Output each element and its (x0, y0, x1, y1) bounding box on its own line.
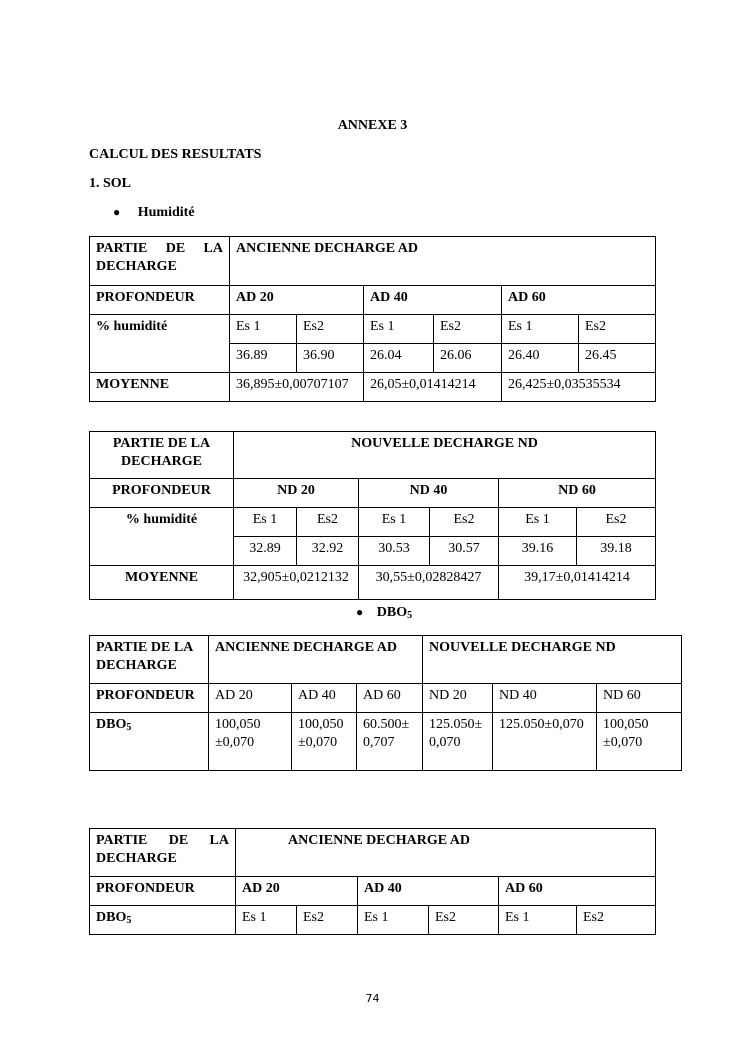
bullet-label: Humidité (137, 205, 195, 220)
mean-value: 26,05±0,01414214 (364, 373, 502, 402)
humidity-value: 36.89 (230, 344, 297, 373)
sample-label: Es2 (430, 508, 499, 537)
sample-label: Es2 (297, 508, 359, 537)
humidity-value: 39.16 (499, 537, 577, 566)
sample-label: Es 1 (364, 315, 434, 344)
partie-label-cell (90, 829, 236, 877)
depth-header: AD 60 (499, 877, 656, 906)
humidity-value: 26.06 (434, 344, 502, 373)
depth-header: AD 60 (502, 286, 656, 315)
humidity-table-ancienne (89, 236, 656, 402)
bullet-humidite (113, 205, 195, 221)
depth-header: AD 20 (236, 877, 358, 906)
sample-label: Es 1 (499, 906, 577, 935)
sample-label: Es 1 (499, 508, 577, 537)
depth-header: AD 20 (230, 286, 364, 315)
dbo5-summary-table (89, 635, 682, 771)
humidity-value: 32.89 (234, 537, 297, 566)
moyenne-label: MOYENNE (90, 566, 234, 600)
partie-label-cell (90, 237, 230, 286)
depth-header: ND 40 (359, 479, 499, 508)
depth-header: ND 60 (597, 684, 682, 713)
humidity-value: 32.92 (297, 537, 359, 566)
humidity-value: 30.53 (359, 537, 430, 566)
depth-header: ND 60 (499, 479, 656, 508)
sample-label: Es 1 (359, 508, 430, 537)
nouvelle-decharge-header: NOUVELLE DECHARGE ND (234, 432, 656, 479)
profondeur-label: PROFONDEUR (90, 877, 236, 906)
sample-label: Es2 (297, 315, 364, 344)
sample-label: Es 1 (236, 906, 297, 935)
humidity-label: % humidité (90, 315, 230, 373)
bullet-dot-icon: ● (356, 605, 364, 619)
partie-label-line1: PARTIE DE LA (96, 640, 194, 655)
humidity-value: 39.18 (577, 537, 656, 566)
depth-header: AD 40 (358, 877, 499, 906)
dbo5-value: 125.050±0,070 (493, 713, 597, 771)
depth-header: AD 40 (364, 286, 502, 315)
depth-header: ND 40 (493, 684, 597, 713)
humidity-label: % humidité (90, 508, 234, 566)
sample-label: Es2 (429, 906, 499, 935)
partie-label-line1: PARTIE DE LA (96, 241, 223, 256)
sample-label: Es2 (297, 906, 358, 935)
sample-label: Es2 (577, 906, 656, 935)
partie-label-line1: PARTIE DE LA (112, 436, 211, 451)
mean-value: 32,905±0,0212132 (234, 566, 359, 600)
bullet-dot-icon: ● (113, 205, 121, 219)
depth-header: ND 20 (234, 479, 359, 508)
profondeur-label: PROFONDEUR (90, 286, 230, 315)
sample-label: Es 1 (358, 906, 429, 935)
bullet-label: $DBO_5$ (376, 605, 413, 621)
partie-label-line1: PARTIE DE LA (96, 833, 229, 848)
partie-label-line2: DECHARGE (96, 851, 177, 866)
mean-value: 36,895±0,00707107 (230, 373, 364, 402)
depth-header: AD 20 (209, 684, 292, 713)
moyenne-label: MOYENNE (90, 373, 230, 402)
profondeur-label: PROFONDEUR (90, 479, 234, 508)
partie-label-cell (90, 636, 209, 684)
depth-header: AD 60 (357, 684, 423, 713)
dbo5-value: 125.050± 0,070 (423, 713, 493, 771)
sample-label: Es2 (579, 315, 656, 344)
mean-value: 26,425±0,03535534 (502, 373, 656, 402)
mean-value: 30,55±0,02828427 (359, 566, 499, 600)
depth-header: AD 40 (292, 684, 357, 713)
section-title: CALCUL DES RESULTATS (89, 147, 262, 162)
humidity-value: 36.90 (297, 344, 364, 373)
humidity-value: 26.40 (502, 344, 579, 373)
humidity-table-nouvelle (89, 431, 656, 600)
ancienne-decharge-header: ANCIENNE DECHARGE AD (209, 636, 423, 684)
dbo5-table-ancienne (89, 828, 656, 935)
mean-value: 39,17±0,01414214 (499, 566, 656, 600)
humidity-value: 30.57 (430, 537, 499, 566)
dbo5-label: $DBO_5$ (90, 713, 209, 771)
nouvelle-decharge-header: NOUVELLE DECHARGE ND (423, 636, 682, 684)
dbo5-value: 100,050 ±0,070 (209, 713, 292, 771)
sample-label: Es 1 (230, 315, 297, 344)
dbo5-label: $DBO_5$ (90, 906, 236, 935)
subsection-title: 1. SOL (89, 176, 132, 191)
sample-label: Es 1 (502, 315, 579, 344)
sample-label: Es2 (577, 508, 656, 537)
annex-heading: ANNEXE 3 (337, 118, 408, 133)
partie-label-line2: DECHARGE (96, 658, 177, 673)
page-number: 74 (365, 992, 380, 1005)
humidity-value: 26.04 (364, 344, 434, 373)
sample-label: Es2 (434, 315, 502, 344)
partie-label-cell (90, 432, 234, 479)
sample-label: Es 1 (234, 508, 297, 537)
dbo5-value: 60.500± 0,707 (357, 713, 423, 771)
dbo5-value: 100,050 ±0,070 (597, 713, 682, 771)
bullet-dbo5 (356, 605, 412, 621)
partie-label-line2: DECHARGE (121, 454, 202, 469)
ancienne-decharge-header: ANCIENNE DECHARGE AD (230, 237, 656, 286)
partie-label-line2: DECHARGE (96, 259, 177, 274)
ancienne-decharge-header: ANCIENNE DECHARGE AD (236, 829, 656, 877)
dbo5-value: 100,050 ±0,070 (292, 713, 357, 771)
humidity-value: 26.45 (579, 344, 656, 373)
depth-header: ND 20 (423, 684, 493, 713)
profondeur-label: PROFONDEUR (90, 684, 209, 713)
